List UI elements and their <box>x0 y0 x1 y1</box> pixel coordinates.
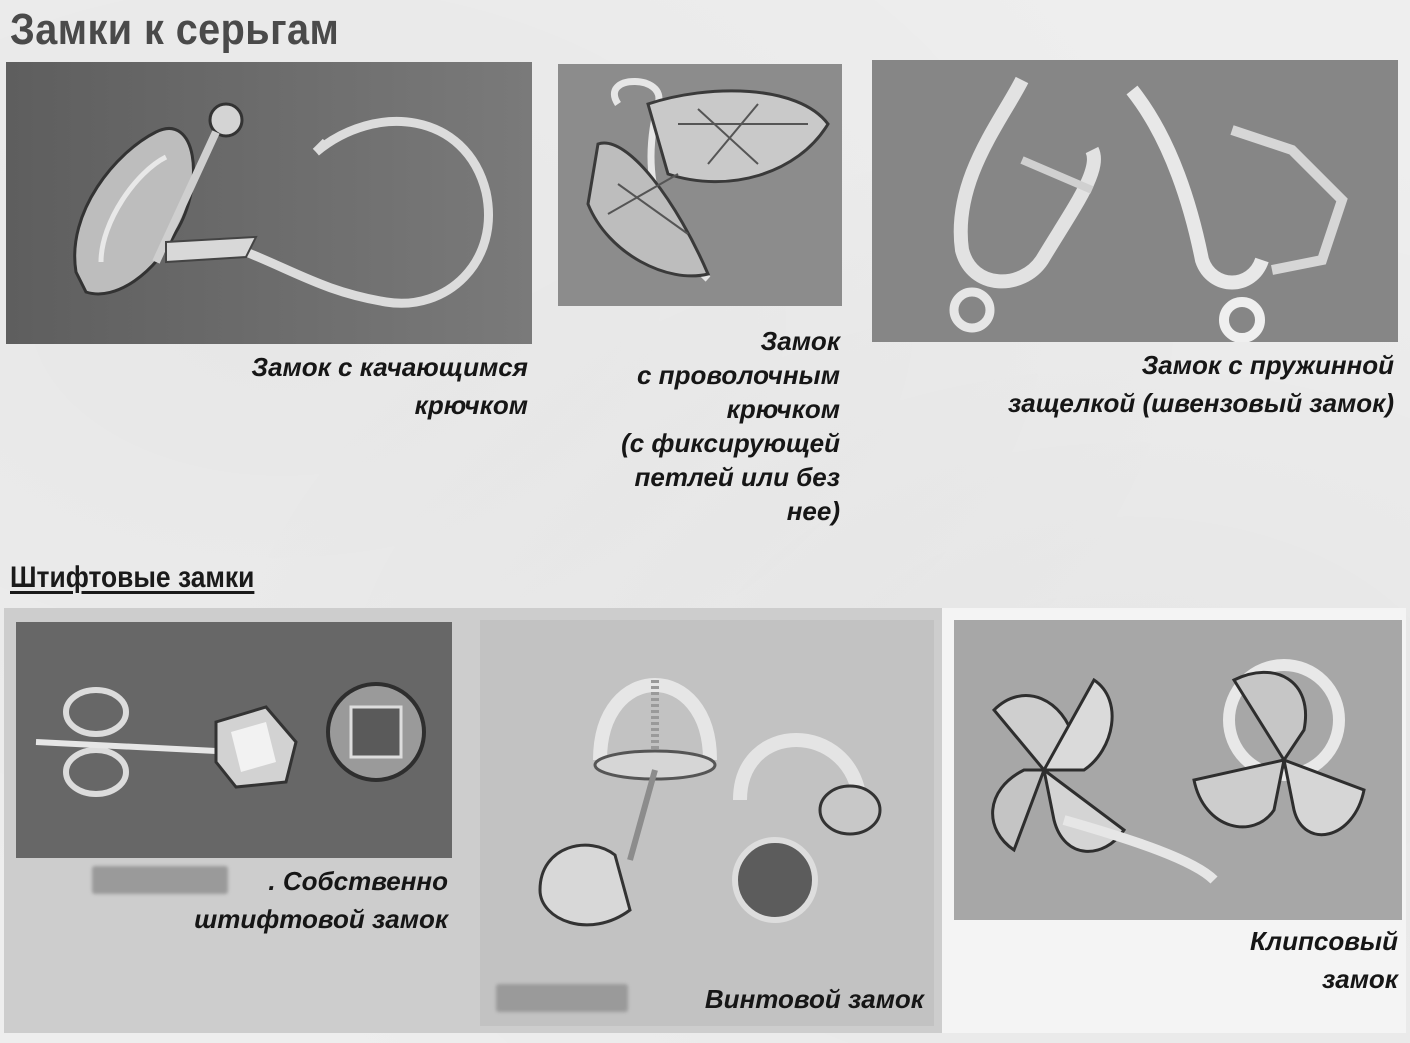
stud-earring-photo <box>16 622 452 858</box>
lever-back-earring-photo <box>872 60 1398 342</box>
stud-earring-icon <box>16 622 452 858</box>
clip-earring-photo <box>954 620 1402 920</box>
wire-hook-earring-photo <box>558 64 842 306</box>
caption-lever-back: Замок с пружинной защелкой (швензовый замок) <box>1007 350 1394 418</box>
caption-hinged-hook: Замок с качающимся крючком <box>251 352 528 420</box>
caption-screw-back: Винтовой замок <box>704 984 924 1014</box>
section-title: Штифтовые замки <box>10 561 255 594</box>
screw-back-earring-photo <box>480 620 934 1026</box>
page-title: Замки к серьгам <box>10 5 340 54</box>
lever-back-earring-icon <box>872 60 1398 342</box>
hinged-hook-earring-icon <box>6 62 532 344</box>
hinged-hook-earring-photo <box>6 62 532 344</box>
caption-clip: Клипсовый замок <box>1249 926 1398 994</box>
caption-stud: . Собственно штифтовой замок <box>194 866 448 934</box>
caption-wire-hook: Замок с проволочным крючком (с фиксирующей петлей или без нее) <box>621 326 840 526</box>
clip-earring-icon <box>954 620 1402 920</box>
wire-hook-earring-icon <box>558 64 842 306</box>
screw-back-earring-icon <box>480 620 934 1026</box>
